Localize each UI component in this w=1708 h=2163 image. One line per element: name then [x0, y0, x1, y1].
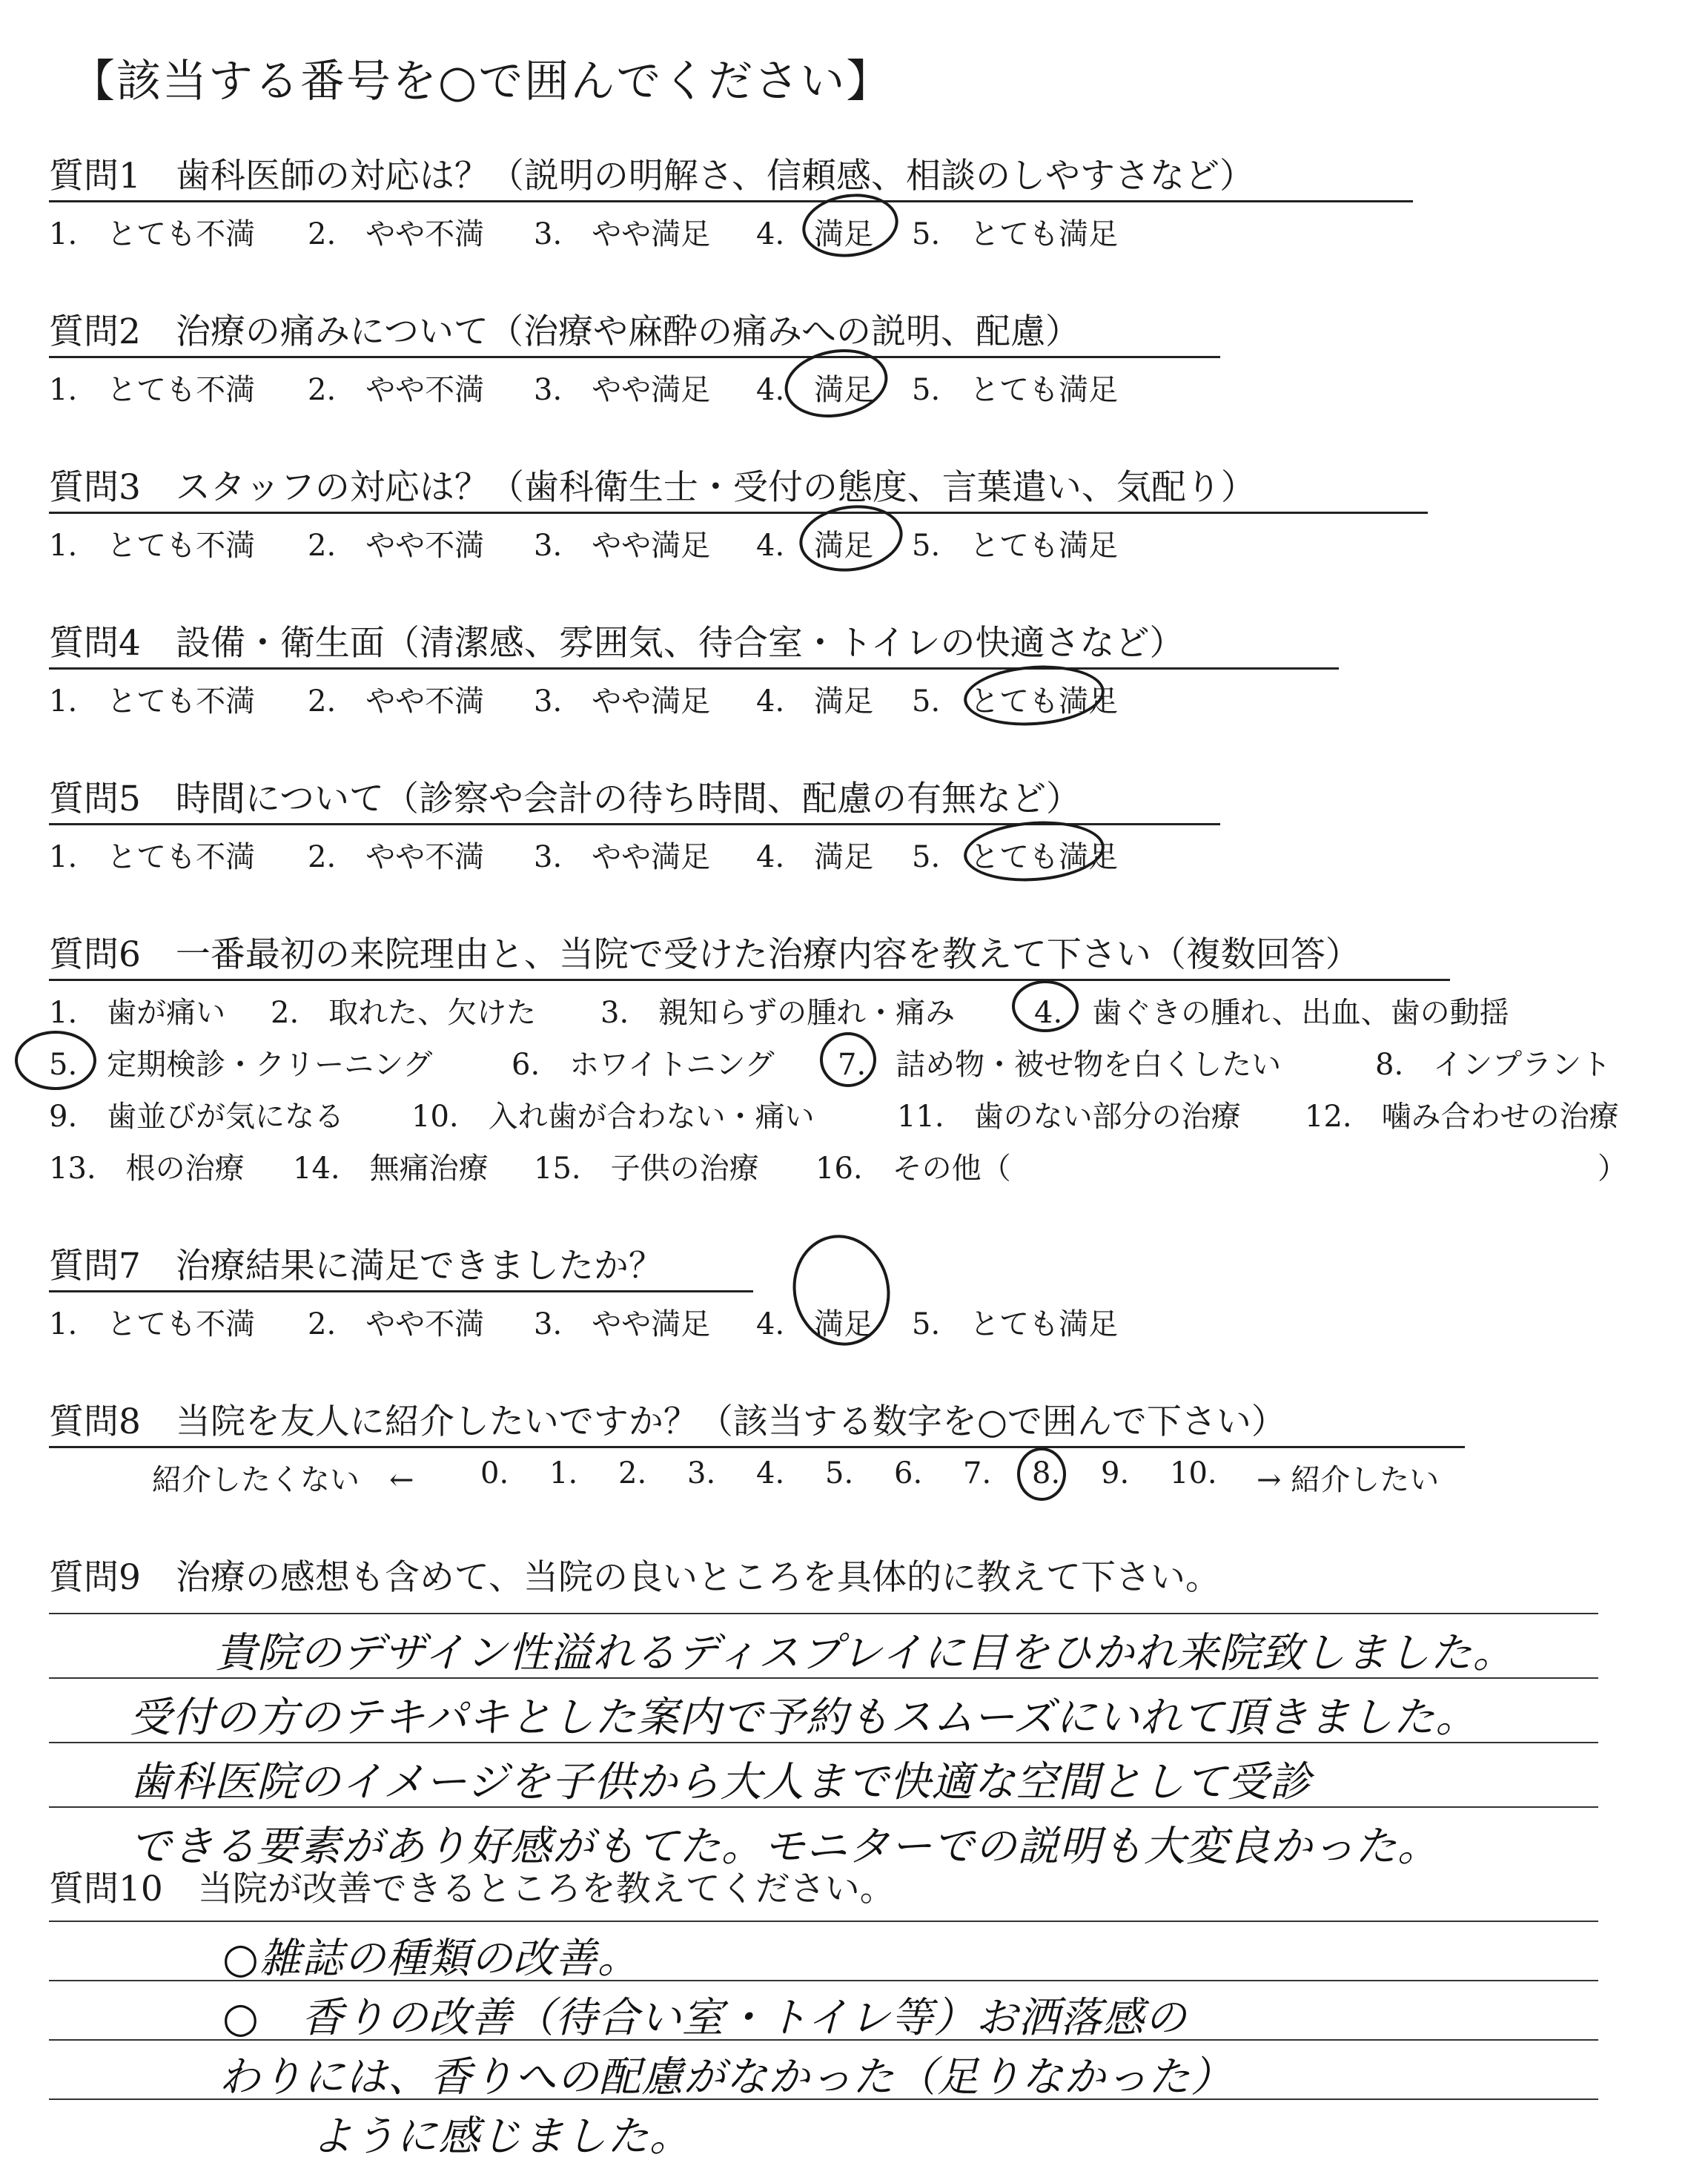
q1-option-1[interactable]: 1. とても不満 [49, 217, 256, 251]
q8-number-0[interactable]: 0. [480, 1456, 509, 1490]
q6-option-6[interactable]: 6. ホワイトニング [512, 1048, 775, 1082]
q6-answer-circle-4 [1012, 980, 1079, 1032]
question-2-heading: 質問2 治療の痛みについて（治療や麻酔の痛みへの説明、配慮） [49, 311, 1081, 352]
q6-option-10[interactable]: 10. 入れ歯が合わない・痛い [411, 1100, 815, 1134]
q4-option-5[interactable]: 5. とても満足 [912, 684, 1119, 719]
question-3-underline [49, 512, 1428, 514]
page-title: 【該当する番号を○で囲んでください】 [70, 56, 893, 108]
q6-option-3[interactable]: 3. 親知らずの腫れ・痛み [600, 996, 956, 1030]
q10-ruled-line [49, 1921, 1598, 1922]
q6-option-11[interactable]: 11. 歯のない部分の治療 [897, 1100, 1241, 1134]
q6-option-14[interactable]: 14. 無痛治療 [293, 1152, 489, 1186]
q10-handwritten-line-4: ように感じました。 [311, 2113, 692, 2161]
q8-number-1[interactable]: 1. [549, 1456, 578, 1490]
question-1-heading: 質問1 歯科医師の対応は？（説明の明解さ、信頼感、相談のしやすさなど） [49, 156, 1255, 197]
q5-option-2[interactable]: 2. やや不満 [308, 840, 485, 874]
q8-number-2[interactable]: 2. [618, 1456, 647, 1490]
question-7-heading: 質問7 治療結果に満足できましたか？ [49, 1246, 663, 1287]
q3-answer-circle [795, 499, 907, 578]
question-6-heading: 質問6 一番最初の来院理由と、当院で受けた治療内容を教えて下さい（複数回答） [49, 934, 1360, 975]
q9-ruled-line [49, 1613, 1598, 1614]
q3-option-1[interactable]: 1. とても不満 [49, 529, 256, 563]
q8-left-label: 紹介したくない ← [152, 1463, 414, 1497]
q10-handwritten-line-2: ○ 香りの改善（待合い室・トイレ等）お洒落感の [222, 1994, 1188, 2042]
q8-number-5[interactable]: 5. [825, 1456, 854, 1490]
q7-option-4[interactable]: 4. 満足 [756, 1307, 874, 1341]
q6-option-7[interactable]: 7. 詰め物・被せ物を白くしたい [838, 1048, 1282, 1082]
q10-handwritten-line-1: ○雑誌の種類の改善。 [222, 1935, 640, 1983]
q7-option-3[interactable]: 3. やや満足 [534, 1307, 711, 1341]
question-7-underline [49, 1290, 753, 1292]
q2-option-1[interactable]: 1. とても不満 [49, 373, 256, 407]
question-6-underline [49, 979, 1450, 981]
q8-answer-circle [1017, 1447, 1066, 1501]
q1-option-3[interactable]: 3. やや満足 [534, 217, 711, 251]
q6-option-5[interactable]: 5. 定期検診・クリーニング [49, 1048, 433, 1082]
q2-option-2[interactable]: 2. やや不満 [308, 373, 485, 407]
q4-option-1[interactable]: 1. とても不満 [49, 684, 256, 719]
q7-option-1[interactable]: 1. とても不満 [49, 1307, 256, 1341]
q3-option-2[interactable]: 2. やや不満 [308, 529, 485, 563]
q3-option-5[interactable]: 5. とても満足 [912, 529, 1119, 563]
question-1-underline [49, 200, 1413, 202]
q5-option-1[interactable]: 1. とても不満 [49, 840, 256, 874]
question-5-heading: 質問5 時間について（診察や会計の待ち時間、配慮の有無など） [49, 779, 1081, 819]
q2-answer-circle [779, 342, 893, 426]
q8-number-7[interactable]: 7. [963, 1456, 992, 1490]
q8-number-3[interactable]: 3. [687, 1456, 716, 1490]
q9-handwritten-line-3: 歯科医院のイメージを子供から大人まで快適な空間として受診 [130, 1758, 1312, 1806]
q8-number-4[interactable]: 4. [756, 1456, 785, 1490]
q6-option-9[interactable]: 9. 歯並びが気になる [49, 1100, 345, 1134]
q4-option-4[interactable]: 4. 満足 [756, 684, 874, 719]
q5-option-3[interactable]: 3. やや満足 [534, 840, 711, 874]
q6-option-13[interactable]: 13. 根の治療 [49, 1152, 245, 1186]
question-3-heading: 質問3 スタッフの対応は？（歯科衛生士・受付の態度、言葉遣い、気配り） [49, 467, 1256, 508]
q6-answer-circle-5 [15, 1031, 96, 1090]
q8-right-label: → 紹介したい [1257, 1463, 1440, 1497]
question-8-heading: 質問8 当院を友人に紹介したいですか？（該当する数字を○で囲んで下さい） [49, 1401, 1286, 1442]
question-4-heading: 質問4 設備・衛生面（清潔感、雰囲気、待合室・トイレの快適さなど） [49, 623, 1185, 664]
question-9-heading: 質問9 治療の感想も含めて、当院の良いところを具体的に教えて下さい。 [49, 1557, 1220, 1598]
q6-answer-circle-7 [820, 1032, 876, 1087]
q3-option-3[interactable]: 3. やや満足 [534, 529, 711, 563]
q10-handwritten-line-3: わりには、香りへの配慮がなかった（足りなかった） [219, 2053, 1233, 2101]
q8-number-6[interactable]: 6. [894, 1456, 923, 1490]
q6-option-16-close-paren: ） [1598, 1152, 1627, 1186]
q8-number-9[interactable]: 9. [1101, 1456, 1130, 1490]
q2-option-4[interactable]: 4. 満足 [756, 373, 874, 407]
q8-number-8[interactable]: 8. [1032, 1456, 1061, 1490]
q4-option-2[interactable]: 2. やや不満 [308, 684, 485, 719]
q6-option-15[interactable]: 15. 子供の治療 [534, 1152, 759, 1186]
q8-number-10[interactable]: 10. [1170, 1456, 1217, 1490]
question-4-underline [49, 667, 1339, 670]
question-8-underline [49, 1446, 1465, 1448]
q2-option-3[interactable]: 3. やや満足 [534, 373, 711, 407]
q1-option-4[interactable]: 4. 満足 [756, 217, 874, 251]
q5-option-4[interactable]: 4. 満足 [756, 840, 874, 874]
q9-handwritten-line-2: 受付の方のテキパキとした案内で予約もスムーズにいれて頂きました。 [130, 1694, 1478, 1742]
question-10-heading: 質問10 当院が改善できるところを教えてください。 [49, 1869, 895, 1909]
q7-option-2[interactable]: 2. やや不満 [308, 1307, 485, 1341]
q9-handwritten-line-1: 貴院のデザイン性溢れるディスプレイに目をひかれ来院致しました。 [215, 1629, 1515, 1677]
q6-option-1[interactable]: 1. 歯が痛い [49, 996, 226, 1030]
q6-option-12[interactable]: 12. 噛み合わせの治療 [1305, 1100, 1619, 1134]
q6-option-4[interactable]: 4. 歯ぐきの腫れ、出血、歯の動揺 [1034, 996, 1509, 1030]
q6-option-2[interactable]: 2. 取れた、欠けた [271, 996, 537, 1030]
q3-option-4[interactable]: 4. 満足 [756, 529, 874, 563]
q6-option-16[interactable]: 16. その他（ [815, 1152, 1011, 1186]
q2-option-5[interactable]: 5. とても満足 [912, 373, 1119, 407]
q5-option-5[interactable]: 5. とても満足 [912, 840, 1119, 874]
q9-handwritten-line-4: できる要素があり好感がもてた。モニターでの説明も大変良かった。 [130, 1823, 1440, 1871]
q1-option-5[interactable]: 5. とても満足 [912, 217, 1119, 251]
q6-option-8[interactable]: 8. インプラント [1375, 1048, 1612, 1082]
q4-option-3[interactable]: 3. やや満足 [534, 684, 711, 719]
q7-option-5[interactable]: 5. とても満足 [912, 1307, 1119, 1341]
q1-option-2[interactable]: 2. やや不満 [308, 217, 485, 251]
question-2-underline [49, 356, 1220, 358]
